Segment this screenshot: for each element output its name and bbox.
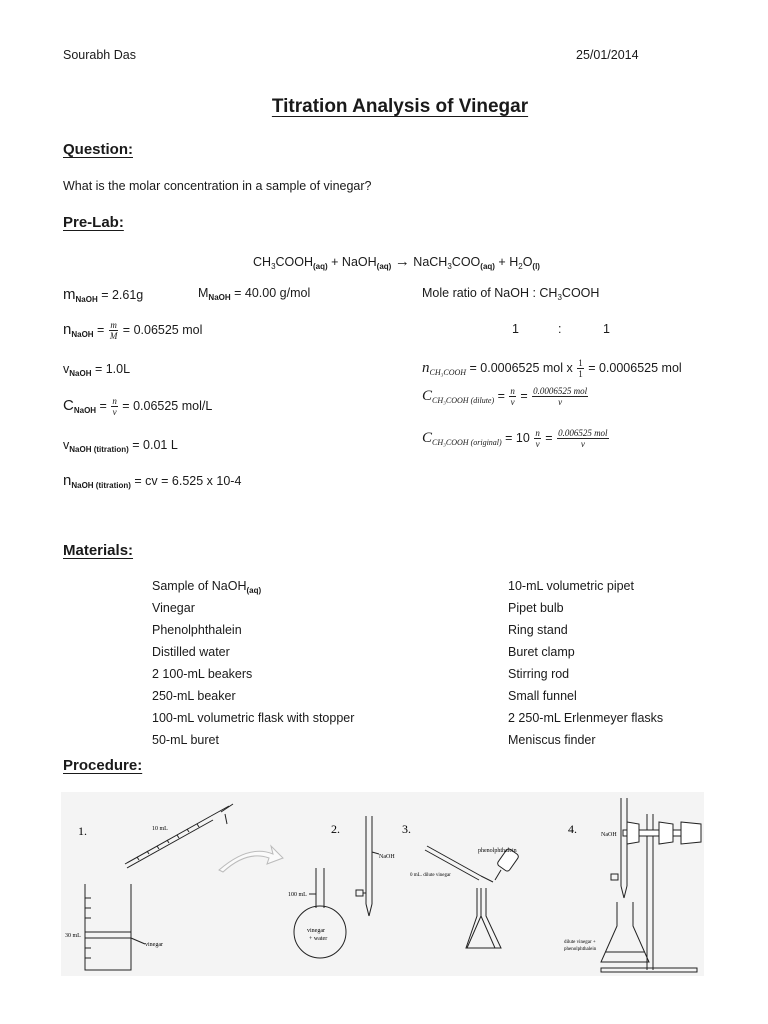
list-item: Meniscus finder [508, 733, 596, 747]
buret-icon [356, 816, 379, 916]
naoh-label: NaOH [379, 854, 395, 860]
mole-ratio-label: Mole ratio of NaOH : $CH_3COOH$ [422, 286, 600, 302]
list-item: Distilled water [152, 645, 230, 659]
reaction-arrow-icon: → [394, 253, 410, 270]
step-number: 2. [331, 822, 340, 836]
list-item: 250-mL beaker [152, 689, 236, 703]
question-heading: Question: [63, 141, 133, 158]
moles-acetic-acid: $n_{CH_3COOH} = 0.0006525$ mol x $\frac{1}{1}$ = 0.0006525 mol [422, 358, 682, 379]
list-item: 2 250-mL Erlenmeyer flasks [508, 711, 664, 725]
author-name: Sourabh Das [63, 48, 136, 62]
list-item: Pipet bulb [508, 601, 564, 615]
procedure-heading: Procedure: [63, 757, 143, 774]
list-item: Small funnel [508, 689, 577, 703]
volumetric-flask-icon [294, 868, 346, 958]
concentration-naoh: $C_{NaOH}$ = $\frac{n}{v}$ = 0.06525 mol/L [63, 396, 213, 417]
erlenmeyer-flask-icon [466, 888, 501, 948]
list-item: 10-mL volumetric pipet [508, 579, 634, 593]
moles-naoh: $n_{NaOH}$ = $\frac{m}{M}$ = 0.06525 mol [63, 320, 203, 341]
concentration-original: $C_{CH_3COOH (original)} = 10$ $\frac{n}{v}$ = $\frac{\text{0.006525 mol}}{v}$ [422, 428, 608, 449]
list-item: Stirring rod [508, 667, 570, 681]
materials-list-left [152, 575, 354, 751]
step-number: 1. [78, 824, 87, 838]
phenolphthalein-label: phenolphthalein [478, 848, 517, 854]
prelab-heading: Pre-Lab: [63, 214, 124, 231]
pipet-label: 0 mL. dilute vinegar [410, 873, 451, 878]
naoh-label: NaOH [601, 832, 617, 838]
mixture-label: phenolphthalein [564, 947, 597, 952]
concentration-dilute: $C_{CH_3COOH (dilute)}$ = $\frac{n}{v}$ = $\frac{\text{0.0006525 mol}}{v}$ [422, 386, 588, 407]
erlenmeyer-flask-icon [601, 902, 649, 962]
list-item: Buret clamp [508, 645, 575, 659]
mass-naoh: $m_{NaOH} = 2.61g$ [63, 286, 144, 304]
list-item: 2 100-mL beakers [152, 667, 253, 681]
volume-naoh: $v_{NaOH} = 1.0L$ [63, 362, 131, 378]
mole-ratio-colon: : [558, 322, 562, 336]
materials-heading: Materials: [63, 542, 134, 559]
pipet-label: 10 mL [152, 826, 168, 832]
list-item: Vinegar [152, 601, 195, 615]
question-text: What is the molar concentration in a sample of vinegar? [63, 179, 372, 193]
flask-content-label: vinegar [307, 928, 325, 934]
buret-icon [611, 798, 627, 898]
materials-list-right [508, 575, 663, 751]
step-number: 4. [568, 822, 577, 836]
pipet-icon [125, 804, 233, 868]
moles-naoh-titration: $n_{NaOH (titration)}$ = cv = 6.525 x 10-4 [63, 472, 242, 490]
list-item: Sample of NaOH$_{(aq)}$ [152, 579, 262, 595]
flask-mark-label: 100 mL [288, 892, 307, 898]
beaker-mark-label: 30 mL [65, 933, 81, 939]
list-item: Ring stand [508, 623, 568, 637]
page-title: Titration Analysis of Vinegar [271, 96, 529, 117]
mixture-label: dilute vinegar + [564, 940, 596, 945]
procedure-illustration [61, 792, 704, 976]
transfer-arrow-icon [219, 846, 283, 872]
list-item: Phenolphthalein [152, 623, 242, 637]
molar-mass-naoh: $M_{NaOH} = 40.00$ g/mol [198, 286, 311, 302]
list-item: 100-mL volumetric flask with stopper [152, 711, 355, 725]
document-date: 25/01/2014 [576, 48, 639, 62]
volume-naoh-titration: $v_{NaOH (titration)} = 0.01$ L [63, 438, 178, 454]
reaction-equation: $CH_3COOH_{(aq)}$ + NaOH$_{(aq)}$ → $NaCH_3COO_{(aq)} + H_2O_{(l)}$ [253, 253, 540, 271]
mole-ratio-b: 1 [603, 322, 610, 336]
buret-clamp-icon [623, 822, 701, 844]
flask-content-label: + water [309, 936, 328, 942]
list-item: 50-mL buret [152, 733, 219, 747]
vinegar-label: vinegar [145, 942, 163, 948]
step-number: 3. [402, 822, 411, 836]
mole-ratio-a: 1 [512, 322, 519, 336]
beaker-icon [85, 884, 145, 970]
